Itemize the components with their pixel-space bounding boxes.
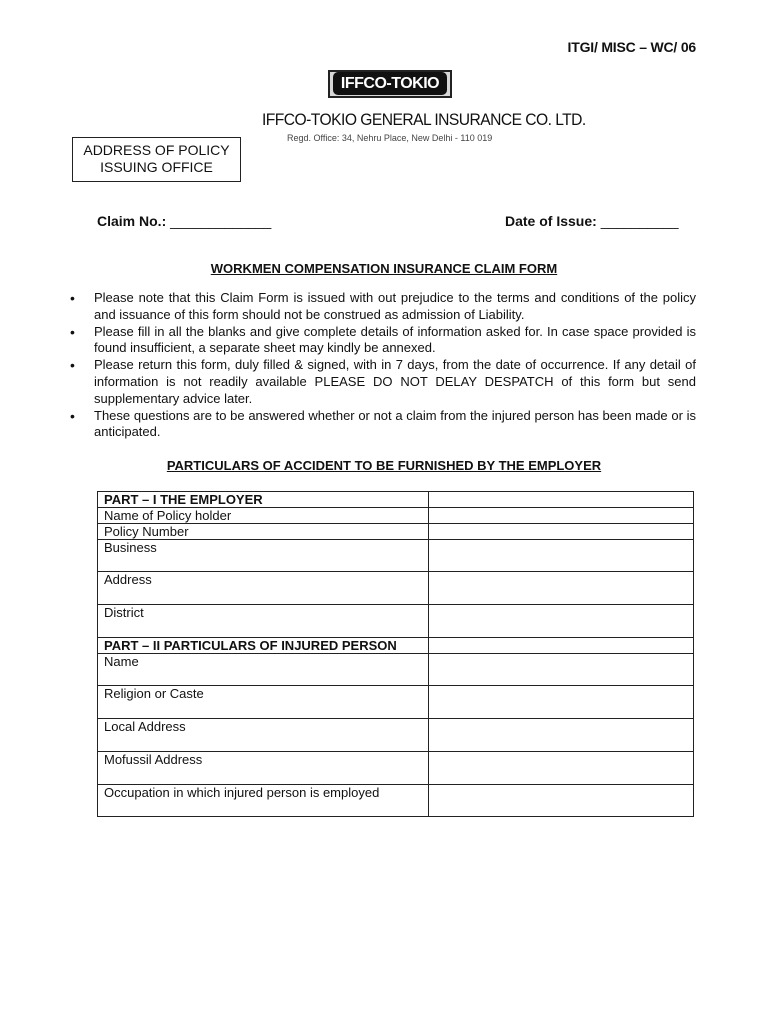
date-of-issue-blank[interactable]: __________	[596, 213, 679, 229]
table-row-part-2	[98, 638, 694, 654]
part-2-value-cell	[429, 638, 694, 654]
occupation-label: Occupation in which injured person is employed	[98, 785, 429, 817]
part-1-value-cell	[429, 492, 694, 508]
section-title: PARTICULARS OF ACCIDENT TO BE FURNISHED BY THE EMPLOYER	[166, 458, 602, 473]
logo-text: IFFCO-TOKIO	[333, 72, 447, 95]
form-code: ITGI/ MISC – WC/ 06	[567, 39, 696, 55]
instruction-item	[70, 324, 696, 358]
religion-caste-label: Religion or Caste	[98, 686, 429, 719]
particulars-table	[97, 491, 694, 817]
table-row	[98, 508, 694, 524]
policy-office-address-box	[72, 137, 241, 182]
district-input[interactable]	[429, 605, 694, 638]
table-row	[98, 785, 694, 817]
mofussil-address-label: Mofussil Address	[98, 752, 429, 785]
policy-number-label: Policy Number	[98, 524, 429, 540]
part-2-heading: PART – II PARTICULARS OF INJURED PERSON	[98, 638, 429, 654]
instructions-list	[70, 290, 696, 441]
policy-number-input[interactable]	[429, 524, 694, 540]
address-input[interactable]	[429, 572, 694, 605]
policy-holder-name-input[interactable]	[429, 508, 694, 524]
bullet-icon: •	[70, 357, 75, 374]
district-label: District	[98, 605, 429, 638]
instruction-text: These questions are to be answered whether or not a claim from the injured person has been made or is anticipated.	[94, 407, 696, 440]
business-input[interactable]	[429, 540, 694, 572]
address-box-line-1: ADDRESS OF POLICY	[83, 142, 230, 158]
claim-number-label: Claim No.:	[97, 213, 167, 229]
company-name: IFFCO-TOKIO GENERAL INSURANCE CO. LTD.	[262, 110, 586, 129]
logo-frame	[328, 70, 452, 98]
business-label: Business	[98, 540, 429, 572]
instruction-item	[70, 290, 696, 324]
religion-caste-input[interactable]	[429, 686, 694, 719]
registered-office-address: Regd. Office: 34, Nehru Place, New Delhi - 110 019	[287, 133, 493, 143]
address-label: Address	[98, 572, 429, 605]
table-row	[98, 572, 694, 605]
instruction-text: Please note that this Claim Form is issued with out prejudice to the terms and conditions of the policy and issuance of this form should not be construed as admission of Liability.	[94, 290, 696, 322]
address-box-line-2: ISSUING OFFICE	[100, 159, 213, 175]
instruction-text: Please fill in all the blanks and give complete details of information asked for. In case space provided is found insufficient, a separate sheet may kindly be annexed.	[94, 323, 696, 356]
date-of-issue-field[interactable]	[505, 213, 679, 229]
injured-name-input[interactable]	[429, 654, 694, 686]
injured-name-label: Name	[98, 654, 429, 686]
instruction-item	[70, 357, 696, 407]
table-row	[98, 719, 694, 752]
local-address-input[interactable]	[429, 719, 694, 752]
table-row	[98, 524, 694, 540]
table-row	[98, 686, 694, 719]
table-row	[98, 752, 694, 785]
bullet-icon: •	[70, 407, 75, 424]
instruction-text: Please return this form, duly filled & signed, with in 7 days, from the date of occurrence. If any detail of information is not readily available PLEASE DO NOT DELAY DESPATCH of this form but send supplementary advice later.	[94, 357, 696, 406]
table-row	[98, 654, 694, 686]
claim-number-field[interactable]	[97, 213, 271, 229]
instruction-item	[70, 408, 696, 442]
occupation-input[interactable]	[429, 785, 694, 817]
bullet-icon: •	[70, 290, 75, 306]
part-1-heading: PART – I THE EMPLOYER	[98, 492, 429, 508]
form-title: WORKMEN COMPENSATION INSURANCE CLAIM FORM	[210, 261, 558, 276]
table-row-part-1	[98, 492, 694, 508]
bullet-icon: •	[70, 323, 75, 340]
mofussil-address-input[interactable]	[429, 752, 694, 785]
local-address-label: Local Address	[98, 719, 429, 752]
policy-holder-name-label: Name of Policy holder	[98, 508, 429, 524]
table-row	[98, 540, 694, 572]
company-logo	[265, 70, 515, 98]
date-of-issue-label: Date of Issue:	[505, 213, 597, 229]
table-row	[98, 605, 694, 638]
claim-number-blank[interactable]: _____________	[166, 213, 272, 229]
